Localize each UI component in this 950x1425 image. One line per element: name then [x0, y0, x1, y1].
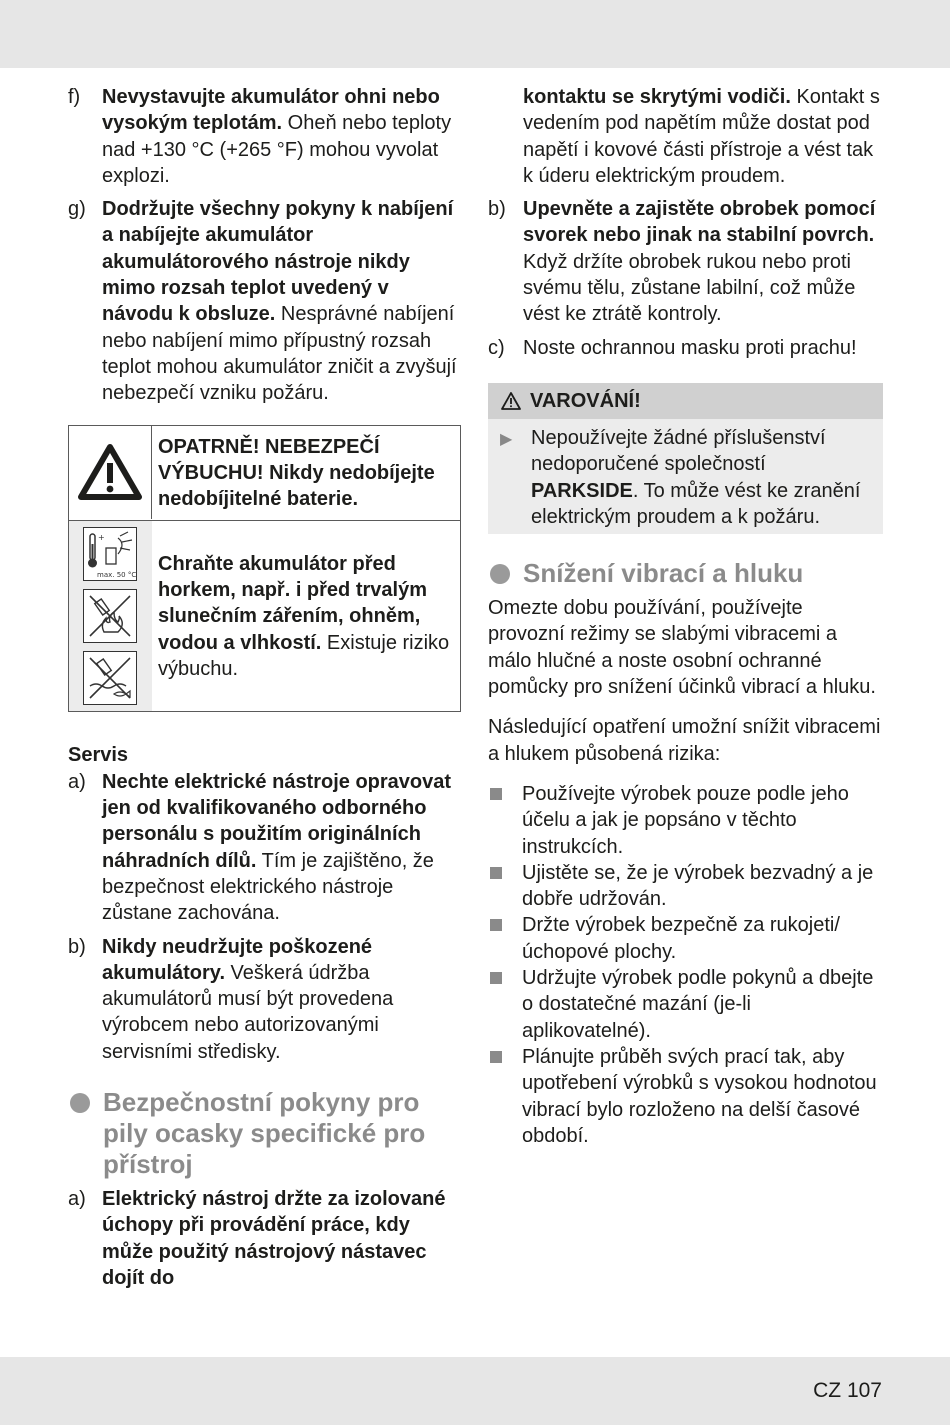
bullet-text: Ujistěte se, že je výrobek bezvadný a je dobře udržován.	[522, 861, 874, 911]
bullet-text: Udržujte výrobek podle pokynů a dbejte o dostatečné mazání (je-li aplikovatelné).	[522, 967, 874, 1042]
item-bold-text: kontaktu se skrytými vodiči.	[523, 86, 791, 108]
list-item-c	[488, 335, 883, 361]
item-plain-text: Veškerá údržba akumulátorů musí být provedena výrobcem nebo autorizovanými servisními středisky.	[102, 961, 394, 1063]
max-temp-label: max. 50 °C	[97, 571, 136, 580]
bullet-list	[488, 781, 883, 1149]
item-plain-text: Nesprávné nabíjení nebo nabíjení mimo přípustný rozsah teplot mohou akumulátor zničit a zvyšují nebezpečí vzniku požáru.	[102, 303, 457, 405]
warning-box-header	[488, 383, 883, 419]
warning-box-text: Nepoužívejte žádné příslušenství nedoporučené společností PARKSIDE. To může vést ke zranění elektrickým proudem a k požáru.	[531, 426, 861, 528]
item-label: f)	[68, 86, 81, 108]
section-heading-saw-safety	[68, 1087, 463, 1180]
square-bullet-icon	[488, 912, 522, 965]
item-bold-text: Elektrický nástroj držte za izolované úchopy při provádění práce, kdy může použitý nástrojový nástavec dojít do	[102, 1188, 446, 1289]
item-text	[102, 934, 463, 1065]
page-number: CZ 107	[813, 1379, 882, 1402]
item-bold-text: Upevněte a zajistěte obrobek pomocí svorek nebo jinak na stabilní povrch.	[523, 198, 876, 247]
safety-warning-table	[68, 425, 461, 713]
footer-bar	[0, 1357, 950, 1425]
right-column	[488, 84, 883, 1149]
warning-box	[488, 383, 883, 534]
item-text	[102, 769, 463, 927]
bullet-item	[488, 781, 883, 860]
bullet-dot-icon	[490, 564, 510, 584]
item-label: a)	[68, 770, 86, 793]
item-plain-text: Když držíte obrobek rukou nebo proti svému tělu, zůstane labilní, což může vést ke ztrátě kontroly.	[523, 250, 856, 326]
servis-item-b	[68, 934, 463, 1065]
item-text	[102, 196, 463, 406]
list-item-f	[68, 84, 463, 189]
play-arrow-icon: ▶	[500, 430, 513, 448]
warning-text-explosion: OPATRNĚ! NEBEZPEČÍ VÝBUCHU! Nikdy nedobíjejte nedobíjitelné baterie.	[158, 435, 435, 511]
heading-text: Snížení vibrací a hluku	[523, 558, 804, 589]
item-label: b)	[488, 198, 506, 221]
warning-row-explosion	[69, 426, 460, 522]
warning-row-heat	[69, 521, 460, 711]
header-bar	[0, 0, 950, 68]
brand-name: PARKSIDE	[531, 479, 633, 502]
saw-item-a	[68, 1186, 463, 1291]
item-plain-text: Noste ochrannou masku proti prachu!	[523, 336, 857, 359]
bullet-item	[488, 1044, 883, 1149]
left-column	[68, 84, 463, 1298]
item-label: b)	[68, 935, 86, 958]
item-label: c)	[488, 336, 505, 359]
bullet-item	[488, 860, 883, 913]
warning-triangle-icon	[69, 426, 152, 519]
list-item-b	[488, 196, 883, 327]
bullet-text: Používejte výrobek pouze podle jeho účelu a jak je popsáno v těchto instrukcích.	[522, 782, 849, 858]
warning-text-heat	[152, 521, 460, 711]
item-bold-text: Nechte elektrické nástroje opravovat jen od kvalifikovaného odborného personálu s použitím originálních náhradních dílů.	[102, 770, 452, 872]
servis-title: Servis	[68, 744, 129, 767]
temperature-sun-icon	[83, 527, 137, 581]
servis-item-a	[68, 769, 463, 927]
pictogram-column	[69, 521, 152, 711]
no-water-icon	[83, 651, 137, 705]
item-label: a)	[68, 1188, 86, 1211]
paragraph-2: Následující opatření umožní snížit vibracemi a hlukem působená rizika:	[488, 716, 881, 765]
svg-text:+: +	[98, 533, 105, 543]
item-bold-text: Dodržujte všechny pokyny k nabíjení a nabíjejte akumulátor akumulátorového nástroje nikdy mimo rozsah teplot uvedený v návodu k obsluze.	[102, 198, 454, 326]
bullet-item	[488, 912, 883, 965]
heading-text: Bezpečnostní pokyny pro pily ocasky specifické pro přístroj	[103, 1087, 426, 1180]
list-item-g	[68, 196, 463, 406]
item-bold-text: Nikdy neudržujte poškozené akumulátory.	[102, 935, 373, 984]
warning-heat-plain: Existuje riziko výbuchu.	[158, 631, 450, 680]
item-label: g)	[68, 198, 86, 221]
item-text	[102, 84, 463, 189]
bullet-text: Držte výrobek bezpečně za rukojeti/ úchopové plochy.	[522, 914, 840, 963]
no-fire-icon	[83, 589, 137, 643]
bullet-text: Plánujte průběh svých prací tak, aby upotřebení výrobků s vysokou hodnotou vibrací bylo rozloženo na delší časové období.	[522, 1045, 877, 1147]
square-bullet-icon	[488, 860, 522, 913]
warning-box-body	[488, 419, 883, 534]
continuation-item	[488, 84, 883, 189]
square-bullet-icon	[488, 1044, 522, 1149]
warning-triangle-small-icon	[500, 391, 522, 411]
warning-box-title: VAROVÁNÍ!	[530, 389, 641, 412]
square-bullet-icon	[488, 965, 522, 1044]
item-plain-text: Tím je zajištěno, že bezpečnost elektrického nástroje zůstane zachována.	[102, 849, 434, 925]
bullet-dot-icon	[70, 1093, 90, 1113]
item-text	[523, 196, 883, 327]
bullet-item	[488, 965, 883, 1044]
section-heading-vibration	[488, 558, 883, 589]
item-plain-text: Kontakt s vedením pod napětím může dostat pod napětí i kovové části přístroje a vést tak k úderu elektrickým proudem.	[523, 86, 880, 187]
item-bold-text: Nevystavujte akumulátor ohni nebo vysokým teplotám.	[102, 86, 440, 135]
paragraph-1: Omezte dobu používání, používejte provozní režimy se slabými vibracemi a málo hlučné a noste osobní ochranné pomůcky pro snížení účinků vibrací a hluku.	[488, 597, 876, 699]
item-plain-text: Oheň nebo teploty nad +130 °C (+265 °F) mohou vyvolat explozi.	[102, 112, 452, 187]
item-text	[523, 84, 883, 189]
square-bullet-icon	[488, 781, 522, 860]
item-text	[102, 1186, 463, 1291]
warning-heat-bold: Chraňte akumulátor před horkem, např. i před trvalým slunečním zářením, ohněm, vodou a vlhkostí.	[158, 552, 427, 654]
